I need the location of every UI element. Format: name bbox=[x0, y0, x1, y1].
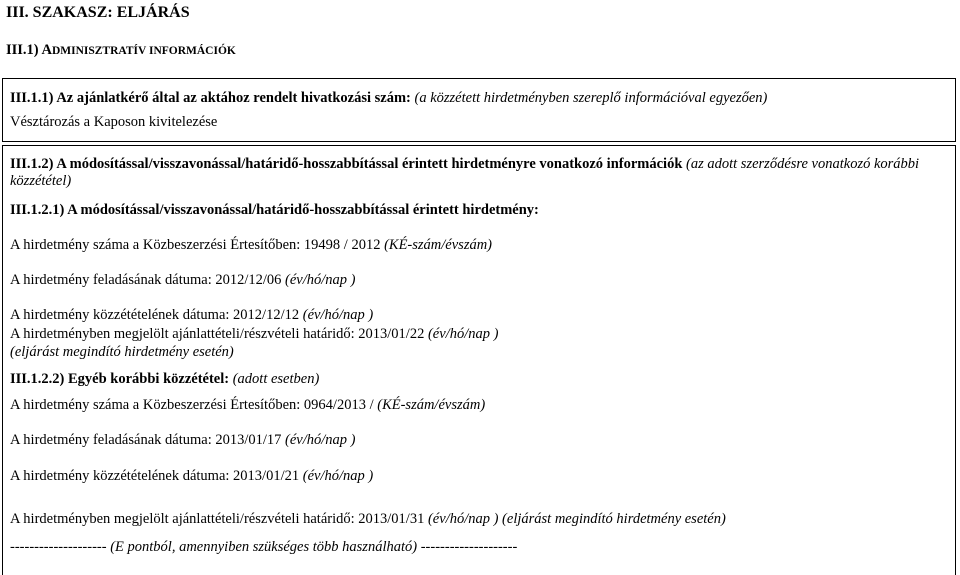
sub1-number-hint: (KÉ-szám/évszám) bbox=[384, 237, 493, 253]
sub2-deadline-label: A hirdetményben megjelölt ajánlattételi/részvételi határidő: 2013/01/31 bbox=[10, 511, 425, 527]
sub2-pub-line bbox=[10, 468, 373, 485]
sub1-heading: III.1.2.1) A módosítással/visszavonással/határidő-hosszabbítással érintett hirdetmény: bbox=[10, 202, 539, 218]
sub1-deadline-label: A hirdetményben megjelölt ajánlattételi/részvételi határidő: 2013/01/22 bbox=[10, 326, 425, 342]
subsection-prefix: III.1) A bbox=[6, 42, 52, 58]
repeat-note-line bbox=[10, 539, 517, 556]
sub2-sent-label: A hirdetmény feladásának dátuma: 2013/01/17 bbox=[10, 432, 282, 448]
sub1-sent-label: A hirdetmény feladásának dátuma: 2012/12/06 bbox=[10, 272, 282, 288]
sub2-heading bbox=[10, 371, 319, 388]
sub1-pub-line bbox=[10, 307, 373, 324]
reference-number-box bbox=[2, 78, 956, 142]
sub2-deadline-line bbox=[10, 511, 726, 528]
sub1-number-label: A hirdetmény száma a Közbeszerzési Értesítőben: 19498 / 2012 bbox=[10, 237, 381, 253]
box2-heading-bold: III.1.2) A módosítással/visszavonással/határidő-hosszabbítással érintett hirdetményre vonatkozó információk bbox=[10, 156, 683, 172]
repeat-dashes-left: -------------------- bbox=[10, 539, 107, 555]
sub1-sent-line bbox=[10, 272, 356, 289]
sub2-deadline-hint: (év/hó/nap ) (eljárást megindító hirdetmény esetén) bbox=[427, 511, 726, 527]
sub2-heading-bold: III.1.2.2) Egyéb korábbi közzététel: bbox=[10, 371, 230, 387]
sub1-sent-hint: (év/hó/nap ) bbox=[285, 272, 356, 288]
sub1-pub-label: A hirdetmény közzétételének dátuma: 2012/12/12 bbox=[10, 307, 300, 323]
sub2-pub-label: A hirdetmény közzétételének dátuma: 2013/01/21 bbox=[10, 468, 300, 484]
sub1-deadline-note: (eljárást megindító hirdetmény esetén) bbox=[10, 344, 234, 360]
sub2-number-label: A hirdetmény száma a Közbeszerzési Értesítőben: 0964/2013 / bbox=[10, 397, 374, 413]
box1-heading-bold: III.1.1) Az ajánlatkérő által az aktához rendelt hivatkozási szám: bbox=[10, 90, 411, 106]
box1-heading bbox=[10, 90, 767, 107]
sub2-number-hint: (KÉ-szám/évszám) bbox=[377, 397, 486, 413]
subsection-title bbox=[6, 42, 236, 60]
subsection-smallcaps: DMINISZTRATÍV INFORMÁCIÓK bbox=[51, 45, 236, 57]
reference-value: Vésztározás a Kaposon kivitelezése bbox=[10, 114, 218, 130]
sub2-sent-hint: (év/hó/nap ) bbox=[285, 432, 356, 448]
sub2-number-line bbox=[10, 397, 485, 414]
box2-heading-italic: (az adott szerződésre vonatkozó korábbi közzététel) bbox=[10, 156, 920, 189]
box2-heading bbox=[10, 156, 954, 190]
sub2-heading-italic: (adott esetben) bbox=[232, 371, 320, 387]
sub1-deadline-hint: (év/hó/nap ) bbox=[427, 326, 499, 342]
sub1-number-line bbox=[10, 237, 492, 254]
sub1-pub-hint: (év/hó/nap ) bbox=[302, 307, 374, 323]
sub2-pub-hint: (év/hó/nap ) bbox=[302, 468, 374, 484]
sub2-sent-line bbox=[10, 432, 356, 449]
repeat-dashes-right: -------------------- bbox=[420, 539, 518, 555]
repeat-note: (E pontból, amennyiben szükséges több használható) bbox=[110, 539, 418, 555]
box1-heading-italic: (a közzétett hirdetményben szereplő információval egyezően) bbox=[414, 90, 768, 106]
sub1-deadline-line bbox=[10, 326, 498, 343]
section-title: III. SZAKASZ: ELJÁRÁS bbox=[6, 4, 190, 21]
